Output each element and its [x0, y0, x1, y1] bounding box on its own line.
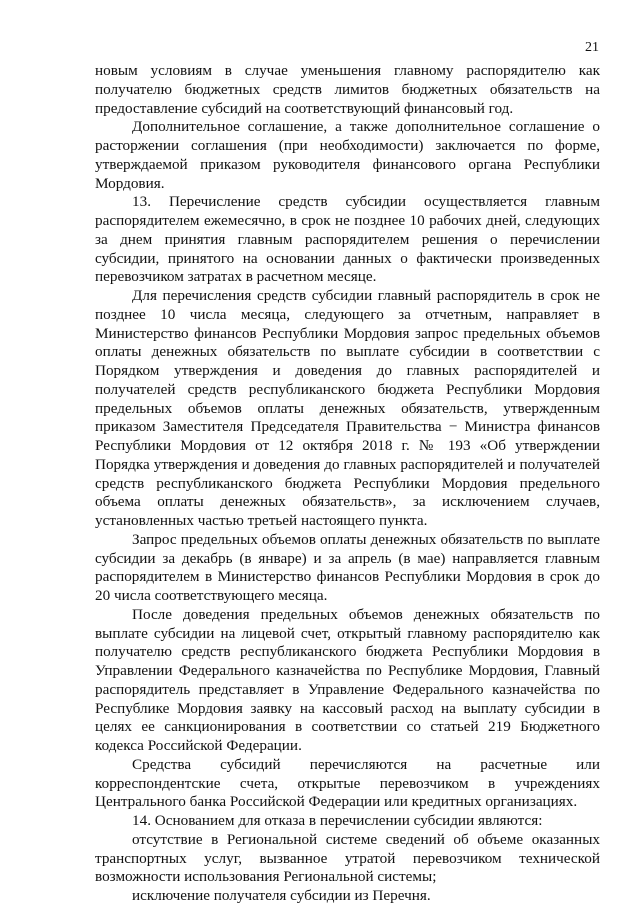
page-number: 21 [585, 40, 599, 55]
refusal-reason-item: отсутствие в Региональной системе сведений об объеме оказанных транспортных услуг, вызванное утратой перевозчиком технической возможности использования Региональной системы; [95, 830, 600, 886]
refusal-reason-item: исключение получателя субсидии из Перечня. [132, 887, 431, 904]
paragraph-december-april-request: Запрос предельных объемов оплаты денежных обязательств по выплате субсидии за декабрь (в январе) и за апрель (в мае) направляется главным распорядителем в Министерство финансов Республики Мордовия в срок до 20 числа соответствующего месяца. [95, 530, 600, 604]
paragraph-additional-agreement: Дополнительное соглашение, а также дополнительное соглашение о расторжении соглашения (при необходимости) заключается по форме, утверждаемой приказом руководителя финансового органа Республики Мордовия. [95, 118, 600, 192]
paragraph-cash-expense-application: После доведения предельных объемов денежных обязательств по выплате субсидии на лицевой счет, открытый главному распорядителю как получателю средств республиканского бюджета Республики Мордовия в Управлении Федерального казначейства по Республике Мордовия, Главный распорядитель представляет в Управление Федерального казначейства по Республике Мордовия заявку на кассовый расход на выплату субсидии в целях ее санкционирования в соответствии со статьей 219 Бюджетного кодекса Российской Федерации. [95, 605, 600, 754]
paragraph-subsidy-accounts: Средства субсидий перечисляются на расчетные или корреспондентские счета, открытые перевозчиком в учреждениях Центрального банка Российской Федерации или кредитных организациях. [95, 755, 600, 811]
paragraph-continuation: новым условиям в случае уменьшения главному распорядителю как получателю бюджетных средств лимитов бюджетных обязательств на предоставление субсидий на соответствующий финансовый год. [95, 62, 600, 117]
paragraph-clause-13: 13. Перечисление средств субсидии осуществляется главным распорядителем ежемесячно, в срок не позднее 10 рабочих дней, следующих за днем принятия главным распорядителем решения о перечислении субсидии, принятого на основании данных о фактически произведенных перевозчиком затратах в расчетном месяце. [95, 193, 600, 286]
document-body [95, 62, 600, 906]
paragraph-transfer-request: Для перечисления средств субсидии главный распорядитель в срок не позднее 10 числа месяца, следующего за отчетным, направляет в Министерство финансов Республики Мордовия запрос предельных объемов оплаты денежных обязательств по выплате субсидии в соответствии с Порядком утверждения и доведения до главных распорядителей и получателей средств республиканского бюджета Республики Мордовия предельных объемов оплаты денежных обязательств, утвержденным приказом Заместителя Председателя Правительства − Министра финансов Республики Мордовия от 12 октября 2018 г. № 193 «Об утверждении Порядка утверждения и доведения до главных распорядителей и получателей средств республиканского бюджета Республики Мордовия предельного объема оплаты денежных обязательств», за исключением случаев, установленных частью третьей настоящего пункта. [95, 287, 600, 529]
paragraph-clause-14: 14. Основанием для отказа в перечислении субсидии являются: [132, 812, 543, 829]
